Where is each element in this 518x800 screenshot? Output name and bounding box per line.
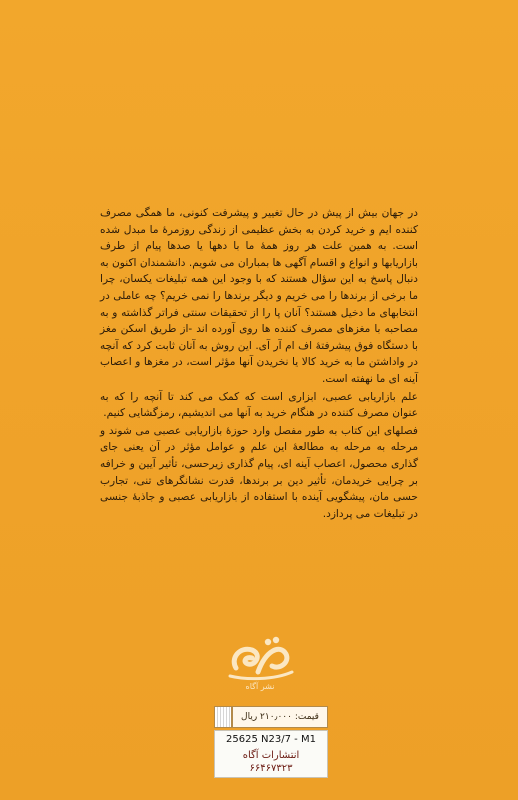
barcode-strip	[214, 706, 232, 728]
publisher-swirl-logo-icon	[222, 632, 298, 684]
sticker-publisher: انتشارات آگاه	[242, 750, 300, 761]
blurb-paragraph-3: فصلهای این کتاب به طور مفصل وارد حوزهٔ بازاریابی عصبی می شوند و مرحله به مرحله به مطالعهٔ این علم و عوامل مؤثر در آن یعنی جای گذاری محصول، اعصاب آینه ای، پیام گذاری زیرحسی، تأثیر آیین و خرافه بر چرایی خریدمان، تأثیر دین بر برندها، قدرت نشانگرهای تنی، تجارب حسی مان، پیشگویی آینده با استفاده از بازاریابی عصبی و جاذبهٔ جنسی در تبلیغات می پردازد.	[100, 424, 418, 520]
inventory-code: 25625 N23/7 - M1	[226, 734, 316, 745]
blurb-paragraph-1: در جهان بیش از پیش در حال تغییر و پیشرفت کنونی، ما همگی مصرف کننده ایم و خرید کردن به بخش عظیمی از زندگی روزمرهٔ ما مبدل شده است. به همین علت هر روز همهٔ ما با دهها یا صدها پیام از طرف بازاریابها و انواع و اقسام آگهی ها بمباران می شویم. دانشمندان اکنون به دنبال پاسخ به این سؤال هستند که با وجود این همه تبلیغات یکسان، چرا ما برخی از برندها را می خریم و دیگر برندها را نمی خریم؟ چه عاملی در انتخابهای ما دخیل هستند؟ آنان پا را از تحقیقات سنتی فراتر گذاشته و به مصاحبه با مغزهای مصرف کننده ها روی آورده اند -از طریق اسکن مغز با دستگاه فوق پیشرفتهٔ اف ام آر آی. این روش به آنان ثابت کرد که آنچه در واداشتن ما به خرید کالا یا نخریدن آنها مؤثر است، در مغزها و اعصاب آینه ای ما نهفته است.	[100, 207, 418, 385]
back-cover-blurb	[100, 205, 418, 522]
store-sticker	[214, 730, 328, 778]
sticker-phone: ۶۶۴۶۷۳۲۳	[249, 763, 293, 774]
price-label: قیمت: ۲۱۰٫۰۰۰ ریال	[232, 706, 328, 728]
blurb-paragraph-2: علم بازاریابی عصبی، ابزاری است که کمک می کند تا آنچه را که به عنوان مصرف کننده در هنگام خرید به آنها می اندیشیم، رمزگشایی کنیم.	[100, 390, 418, 420]
publisher-logo	[222, 632, 298, 698]
logo-caption: نشر آگاه	[245, 682, 275, 691]
